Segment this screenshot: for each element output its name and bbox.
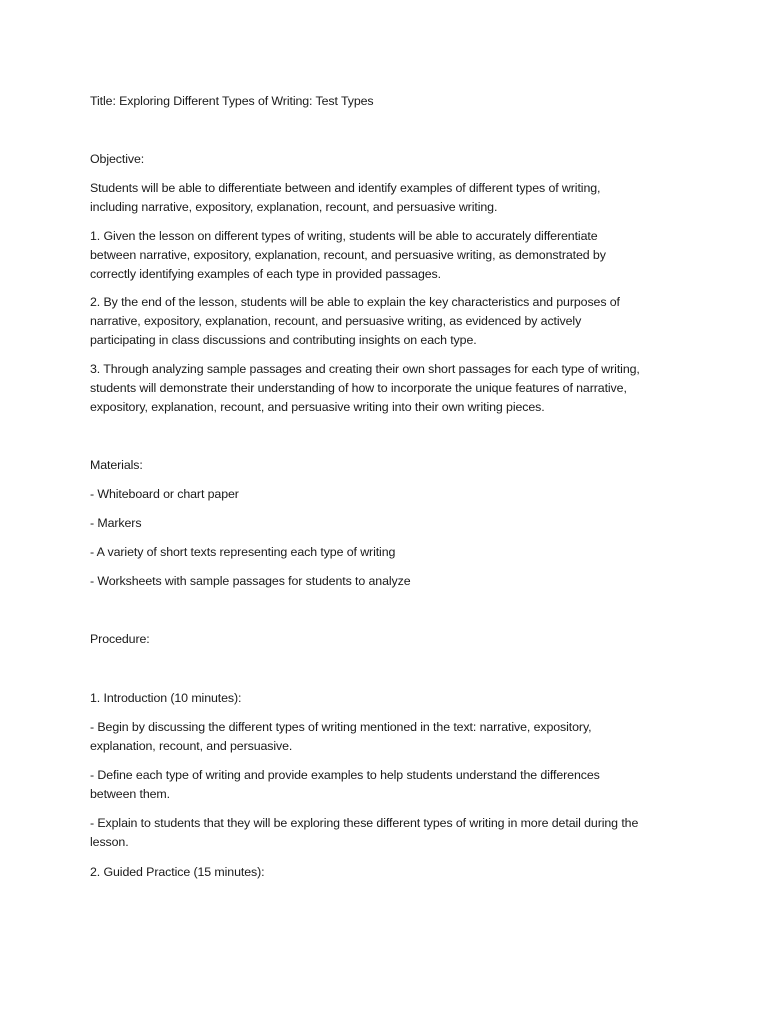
objective-heading: Objective: — [90, 152, 145, 166]
step2-heading: 2. Guided Practice (15 minutes): — [90, 865, 265, 879]
document-title: Title: Exploring Different Types of Writing: Test Types — [90, 94, 374, 108]
objective-intro — [90, 179, 690, 217]
objective-3 — [90, 360, 690, 417]
text-line: including narrative, expository, explanation, recount, and persuasive writing. — [90, 200, 498, 214]
text-line: correctly identifying examples of each type in provided passages. — [90, 267, 441, 281]
text-line: 2. By the end of the lesson, students will be able to explain the key characteristics and purposes of — [90, 295, 620, 309]
step1-item — [90, 814, 690, 852]
materials-item: - Worksheets with sample passages for students to analyze — [90, 574, 411, 588]
text-line: between them. — [90, 787, 170, 801]
procedure-heading: Procedure: — [90, 632, 150, 646]
text-line: lesson. — [90, 835, 129, 849]
document-page — [90, 0, 690, 1024]
materials-heading: Materials: — [90, 458, 143, 472]
objective-1 — [90, 227, 690, 284]
text-line: expository, explanation, recount, and persuasive writing into their own writing pieces. — [90, 400, 545, 414]
text-line: 1. Given the lesson on different types of writing, students will be able to accurately differentiate — [90, 229, 598, 243]
objective-2 — [90, 293, 690, 350]
materials-item: - Markers — [90, 516, 142, 530]
materials-item: - Whiteboard or chart paper — [90, 487, 239, 501]
step1-heading: 1. Introduction (10 minutes): — [90, 691, 242, 705]
text-line: - Explain to students that they will be exploring these different types of writing in more detail during the — [90, 816, 639, 830]
text-line: students will demonstrate their understanding of how to incorporate the unique features of narrative, — [90, 381, 627, 395]
text-line: Students will be able to differentiate between and identify examples of different types of writing, — [90, 181, 601, 195]
text-line: 3. Through analyzing sample passages and creating their own short passages for each type of writing, — [90, 362, 640, 376]
text-line: between narrative, expository, explanation, recount, and persuasive writing, as demonstrated by — [90, 248, 606, 262]
materials-item: - A variety of short texts representing each type of writing — [90, 545, 396, 559]
text-line: participating in class discussions and contributing insights on each type. — [90, 333, 477, 347]
text-line: - Begin by discussing the different types of writing mentioned in the text: narrative, expository, — [90, 720, 592, 734]
step1-item — [90, 766, 690, 804]
text-line: narrative, expository, explanation, recount, and persuasive writing, as evidenced by actively — [90, 314, 582, 328]
step1-item — [90, 718, 690, 756]
text-line: explanation, recount, and persuasive. — [90, 739, 293, 753]
text-line: - Define each type of writing and provide examples to help students understand the differences — [90, 768, 600, 782]
